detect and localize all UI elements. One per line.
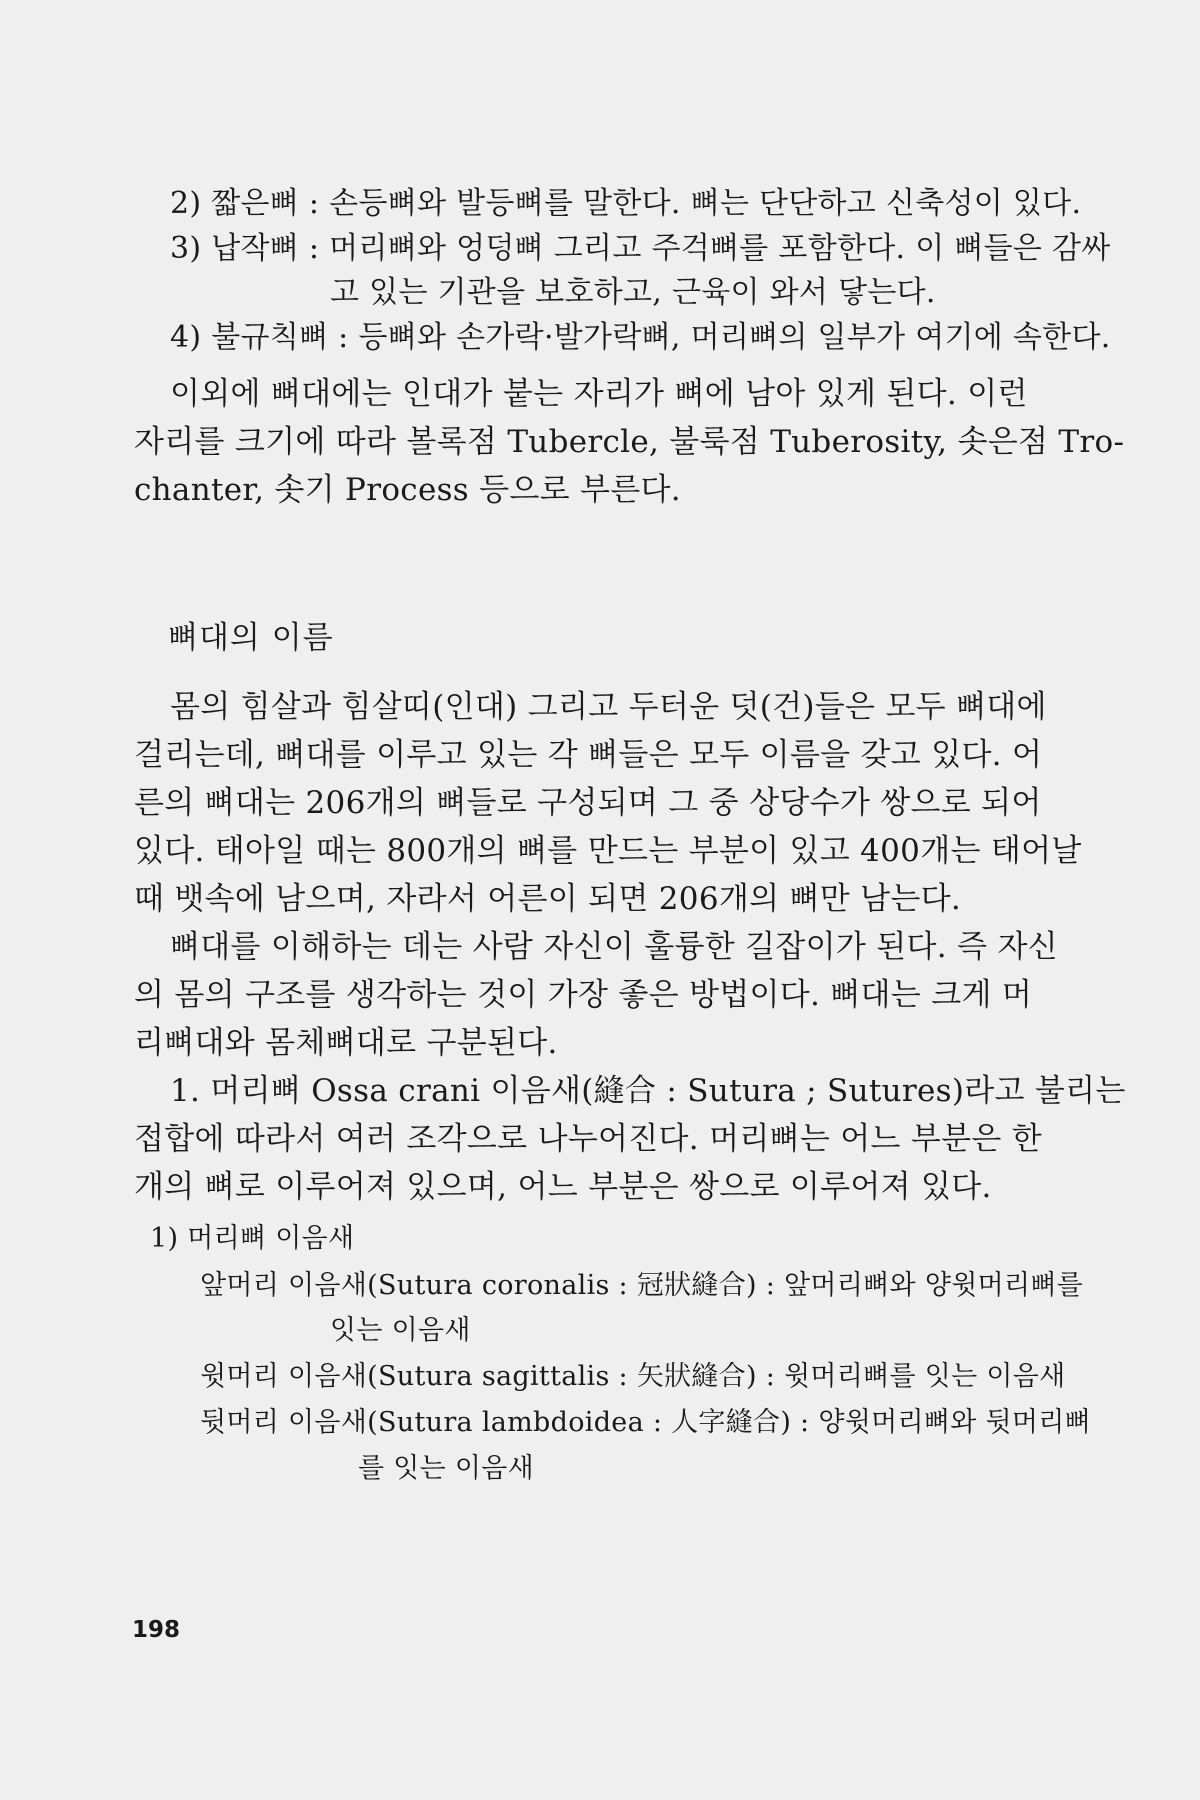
sub-heading: 1) 머리뼈 이음새 — [150, 1223, 355, 1254]
suture-entry-lambdoid-cont: 를 잇는 이음새 — [358, 1453, 535, 1484]
suture-entry-lambdoid: 뒷머리 이음새(Sutura lambdoidea : 人字縫合) : 양윗머리뼈와 뒷머리뼈 — [200, 1407, 1092, 1438]
paragraph-line: 자리를 크기에 따라 볼록점 Tubercle, 불룩점 Tuberosity, 솟은점 Tro- — [134, 424, 1125, 460]
paragraph-line: 뼈대를 이해하는 데는 사람 자신이 훌륭한 길잡이가 된다. 즉 자신 — [170, 929, 1058, 965]
paragraph-line: 의 몸의 구조를 생각하는 것이 가장 좋은 방법이다. 뼈대는 크게 머 — [134, 977, 1033, 1013]
list-item-flat-bones-cont: 고 있는 기관을 보호하고, 근육이 와서 닿는다. — [330, 275, 936, 310]
suture-entry-coronal-cont: 잇는 이음새 — [330, 1315, 471, 1346]
paragraph-line: chanter, 솟기 Process 등으로 부른다. — [134, 472, 681, 508]
list-item-flat-bones: 3) 납작뼈 : 머리뼈와 엉덩뼈 그리고 주걱뼈를 포함한다. 이 뼈들은 감싸 — [170, 231, 1111, 266]
section-heading: 뼈대의 이름 — [168, 620, 334, 656]
paragraph-line: 때 뱃속에 남으며, 자라서 어른이 되면 206개의 뼈만 남는다. — [134, 881, 962, 917]
paragraph-line: 리뼈대와 몸체뼈대로 구분된다. — [134, 1025, 558, 1061]
paragraph-line: 있다. 태아일 때는 800개의 뼈를 만드는 부분이 있고 400개는 태어날 — [134, 833, 1082, 869]
paragraph-line: 이외에 뼈대에는 인대가 붙는 자리가 뼈에 남아 있게 된다. 이런 — [170, 376, 1028, 412]
suture-entry-coronal: 앞머리 이음새(Sutura coronalis : 冠狀縫合) : 앞머리뼈와 양윗머리뼈를 — [200, 1270, 1084, 1301]
paragraph-line: 개의 뼈로 이루어져 있으며, 어느 부분은 쌍으로 이루어져 있다. — [134, 1169, 992, 1205]
page-number: 198 — [132, 1617, 181, 1643]
paragraph-line: 몸의 힘살과 힘살띠(인대) 그리고 두터운 덧(건)들은 모두 뼈대에 — [170, 689, 1047, 725]
list-item-irregular-bones: 4) 불규칙뼈 : 등뼈와 손가락·발가락뼈, 머리뼈의 일부가 여기에 속한다. — [170, 320, 1111, 355]
list-item-short-bones: 2) 짧은뼈 : 손등뼈와 발등뼈를 말한다. 뼈는 단단하고 신축성이 있다. — [170, 186, 1082, 221]
paragraph-line: 1. 머리뼈 Ossa crani 이음새(縫合 : Sutura ; Sutures)라고 불리는 — [170, 1073, 1126, 1109]
paragraph-line: 른의 뼈대는 206개의 뼈들로 구성되며 그 중 상당수가 쌍으로 되어 — [134, 785, 1042, 821]
paragraph-line: 걸리는데, 뼈대를 이루고 있는 각 뼈들은 모두 이름을 갖고 있다. 어 — [134, 737, 1043, 773]
suture-entry-sagittal: 윗머리 이음새(Sutura sagittalis : 矢狀縫合) : 윗머리뼈를 잇는 이음새 — [200, 1361, 1066, 1392]
paragraph-line: 접합에 따라서 여러 조각으로 나누어진다. 머리뼈는 어느 부분은 한 — [134, 1121, 1043, 1157]
